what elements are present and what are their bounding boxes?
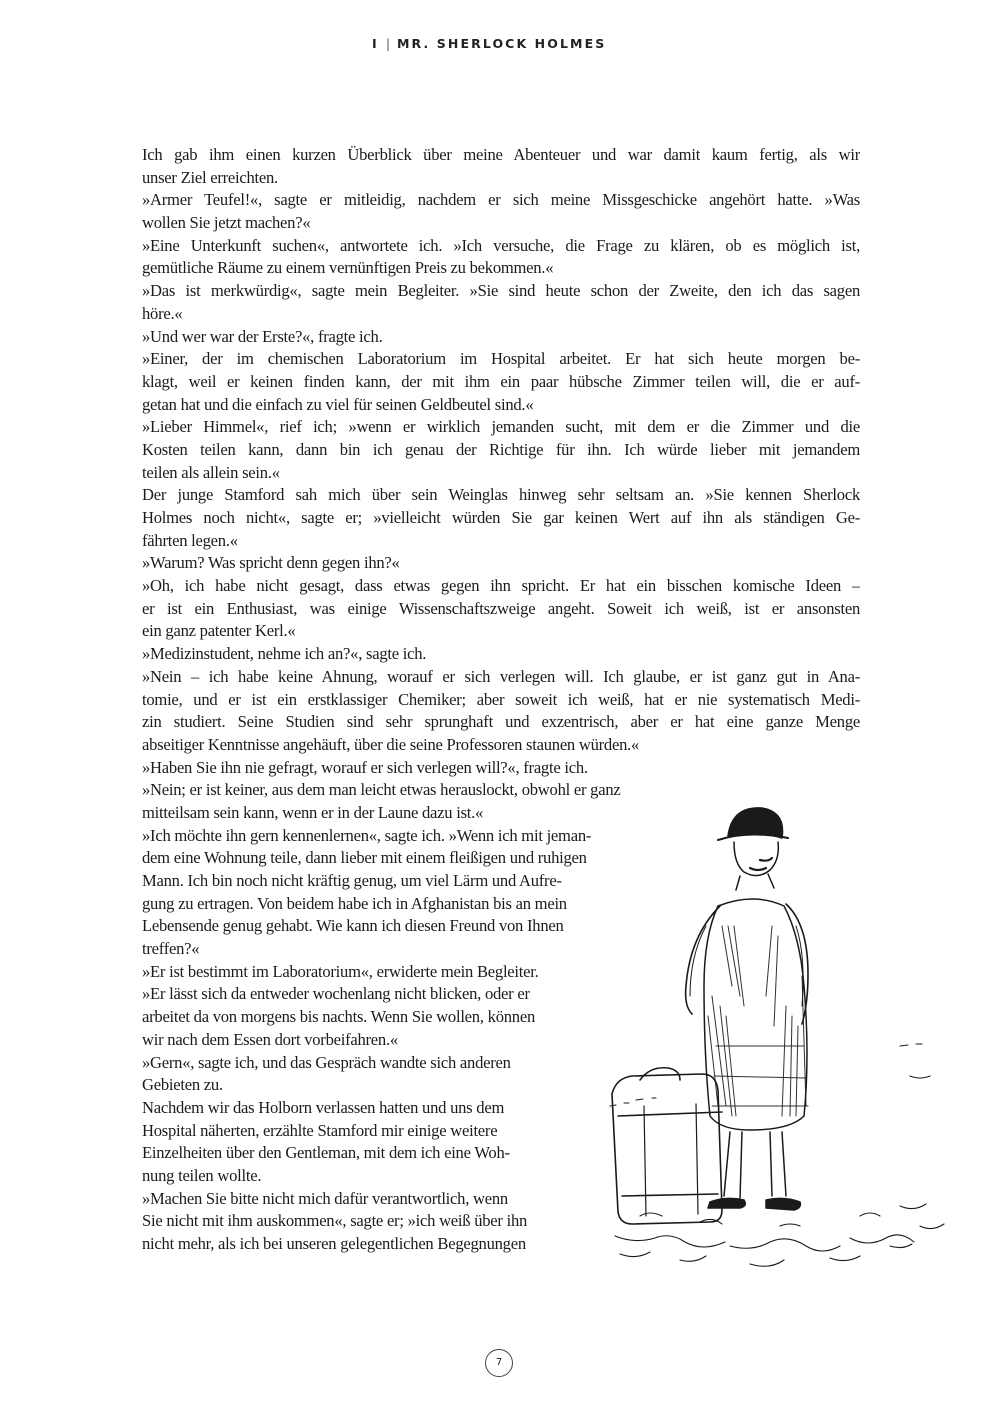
text-line: Nachdem wir das Holborn verlassen hatten und uns dem [142,1097,505,1117]
text-line: Der junge Stamford sah mich über sein Weinglas hinweg sehr seltsam an. »Sie kennen Sherlock [142,485,860,505]
text-line: mitteilsam sein kann, wenn er in der Laune dazu ist.« [142,802,484,822]
text-line: nicht mehr, als ich bei unseren gelegentlichen Begegnungen [142,1234,526,1253]
text-line: Ich gab ihm einen kurzen Überblick über meine Abenteuer und war damit kaum fertig, als wir [142,145,860,164]
page-number: 7 [485,1349,513,1377]
text-line: gung zu ertragen. Von beidem habe ich in Afghanistan bis an mein [142,893,567,913]
text-line: Einzelheiten über den Gentleman, mit dem ich eine Woh- [142,1143,510,1163]
text-line: Holmes noch nicht«, sagte er; »vielleicht würden Sie gar keinen Wert auf ihn als ständigen Ge- [142,508,860,527]
text-line: »Nein; er ist keiner, aus dem man leicht etwas herauslockt, obwohl er ganz [142,780,621,800]
text-line: Hospital näherten, erzählte Stamford mir einige weitere [142,1120,498,1140]
man-with-suitcase-illustration [600,776,1000,1276]
text-line: wollen Sie jetzt machen?« [142,213,311,233]
text-line: gemütliche Räume zu einem vernünftigen Preis zu bekommen.« [142,258,554,278]
suitcase [612,1068,722,1224]
text-line: teilen als allein sein.« [142,462,280,482]
text-line: tomie, und er ist ein erstklassiger Chemiker; aber soweit ich weiß, hat er nie systematisch Medi- [142,689,860,709]
text-line: treffen?« [142,939,200,959]
text-line: Lebensende genug gehabt. Wie kann ich diesen Freund von Ihnen [142,916,564,936]
text-line: fährten legen.« [142,530,238,550]
text-line: »Ich möchte ihn gern kennenlernen«, sagte ich. »Wenn ich mit jeman- [142,825,592,845]
text-line: nung teilen wollte. [142,1165,262,1185]
text-line: »Eine Unterkunft suchen«, antwortete ich. »Ich versuche, die Frage zu klären, ob es möglich ist, [142,235,860,255]
header-separator: | [386,37,391,51]
text-line: unser Ziel erreichten. [142,167,278,187]
text-line: »Einer, der im chemischen Laboratorium im Hospital arbeitet. Er hat sich heute morgen be- [142,349,860,369]
text-line: arbeitet da von morgens bis nachts. Wenn Sie wollen, können [142,1007,535,1027]
text-line: »Nein – ich habe keine Ahnung, worauf er sich verlegen will. Ich glaube, er ist ganz gut in Ana- [142,666,860,686]
text-line: »Er lässt sich da entweder wochenlang nicht blicken, oder er [142,984,530,1004]
text-line: »Armer Teufel!«, sagte er mitleidig, nachdem er sich meine Missgeschicke angehört hatte. »Was [142,190,860,210]
text-line: »Und wer war der Erste?«, fragte ich. [142,326,383,346]
text-line: klagt, weil er keinen finden kann, der mit ihm ein paar hübsche Zimmer teilen will, die er auf- [142,371,860,391]
text-line: er ist ein Enthusiast, was einige Wissenschaftszweige angeht. Soweit ich weiß, ist er ansonsten [142,598,860,618]
text-line: »Oh, ich habe nicht gesagt, dass etwas gegen ihn spricht. Er hat ein bisschen komische Ideen – [142,576,860,596]
text-line: »Gern«, sagte ich, und das Gespräch wandte sich anderen [142,1052,511,1072]
running-header [0,36,1000,58]
text-line: »Lieber Himmel«, rief ich; »wenn er wirklich jemanden sucht, mit dem er die Zimmer und die [142,417,860,437]
text-line: Mann. Ich bin noch nicht kräftig genug, um viel Lärm und Aufre- [142,871,562,890]
text-line: wir nach dem Essen dort vorbeifahren.« [142,1029,398,1049]
text-line: Gebieten zu. [142,1075,223,1095]
text-line: »Er ist bestimmt im Laboratorium«, erwiderte mein Begleiter. [142,961,539,981]
text-line: abseitiger Kenntnisse angehäuft, über die seine Professoren staunen würden.« [142,734,640,754]
chapter-title: MR. SHERLOCK HOLMES [397,36,607,51]
text-line: »Das ist merkwürdig«, sagte mein Begleiter. »Sie sind heute schon der Zweite, den ich das sagen [142,281,860,301]
text-line: dem eine Wohnung teile, dann lieber mit einem fleißigen und ruhigen [142,848,587,868]
text-line: Sie nicht mit ihm auskommen«, sagte er; »ich weiß über ihn [142,1211,528,1231]
text-line: zin studiert. Seine Studien sind sehr sprunghaft und exzentrisch, aber er hat eine ganze Menge [142,712,860,732]
text-line: höre.« [142,303,183,323]
text-line: »Haben Sie ihn nie gefragt, worauf er sich verlegen will?«, fragte ich. [142,757,588,777]
text-line: »Machen Sie bitte nicht mich dafür verantwortlich, wenn [142,1188,508,1208]
text-line: ein ganz patenter Kerl.« [142,621,296,641]
text-line: »Warum? Was spricht denn gegen ihn?« [142,553,400,573]
man-figure [686,808,808,1210]
chapter-number: I [372,36,379,51]
text-line: Kosten teilen kann, dann bin ich genau der Richtige für ihn. Ich würde lieber mit jemandem [142,439,860,459]
text-line: getan hat und die einfach zu viel für seinen Geldbeutel sind.« [142,394,534,414]
text-line: »Medizinstudent, nehme ich an?«, sagte ich. [142,644,427,664]
